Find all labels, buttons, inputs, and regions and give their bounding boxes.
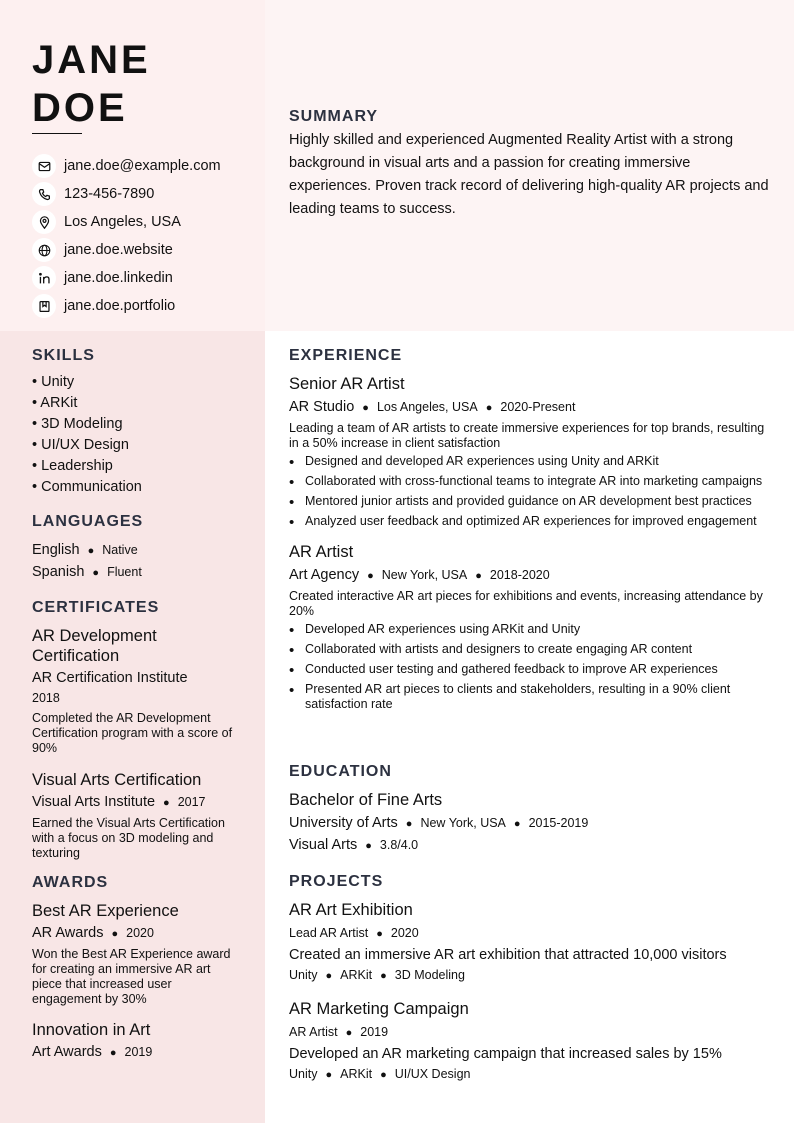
separator-dot: ● [345,1027,353,1039]
skills-section [32,347,242,498]
project-role: AR Artist [289,1025,338,1039]
globe-icon [32,238,56,262]
award-meta [32,1042,242,1063]
certificate-meta [32,792,242,813]
awards-section [32,874,242,1063]
job-description: Leading a team of AR artists to create immersive experiences for top brands, resulting in a 50% increase in client satisfaction [289,421,765,450]
project-meta [289,923,774,944]
skill-item: • Communication [32,479,142,495]
education-section [289,763,774,856]
skills-list [32,372,242,498]
separator-dot: ● [513,818,521,830]
award-title: Best AR Experience [32,902,179,920]
skill-item: • 3D Modeling [32,416,123,432]
project-tag: ARKit [340,968,373,982]
project-item [289,900,774,986]
job-dates: 2020-Present [500,400,576,414]
education-dates: 2015-2019 [528,816,589,830]
job-meta [289,397,774,418]
award-year: 2019 [124,1045,153,1059]
education-heading: EDUCATION [289,763,392,780]
last-name: DOE [32,86,128,130]
project-title: AR Marketing Campaign [289,1000,469,1018]
award-title: Innovation in Art [32,1021,151,1039]
separator-dot: ● [163,797,170,809]
award-issuer: AR Awards [32,925,104,941]
job-bullet: • Designed and developed AR experiences using Unity and ARKit [289,454,774,469]
job-item [289,374,774,529]
contact-website[interactable] [32,236,221,264]
separator-dot: ● [325,970,333,982]
projects-heading: PROJECTS [289,873,384,890]
project-item [289,999,774,1085]
award-meta [32,923,242,944]
skill-item: • ARKit [32,395,78,411]
job-bullet: • Developed AR experiences using ARKit and Unity [289,622,774,637]
separator-dot: ● [109,1047,117,1059]
project-meta [289,1022,774,1043]
languages-heading: LANGUAGES [32,513,144,530]
certificates-heading: CERTIFICATES [32,599,160,616]
skill-item: • UI/UX Design [32,437,129,453]
skill-item: • Unity [32,374,75,390]
education-school: University of Arts [289,815,398,831]
job-meta [289,565,774,586]
name-divider [32,133,82,134]
summary-section [289,108,774,221]
project-tag: Unity [289,1067,318,1081]
separator-dot: ● [405,818,413,830]
certificate-title: AR Development Certification [32,627,157,665]
project-year: 2020 [390,926,419,940]
contact-phone-text: 123-456-7890 [64,186,155,202]
project-year: 2019 [360,1025,389,1039]
certificates-section [32,599,242,861]
job-item [289,542,774,712]
experience-heading: EXPERIENCE [289,347,403,364]
candidate-name [32,36,151,132]
project-tag: UI/UX Design [394,1067,471,1081]
separator-dot: ● [380,1069,387,1081]
separator-dot: ● [111,928,119,940]
contact-linkedin-text: jane.doe.linkedin [64,270,173,286]
summary-heading: SUMMARY [289,108,379,125]
certificate-year: 2018 [32,691,60,705]
separator-dot: ● [362,402,369,414]
certificate-issuer: AR Certification Institute [32,670,188,686]
separator-dot: ● [325,1069,333,1081]
award-description: Won the Best AR Experience award for creating an immersive AR art piece that increased user engagement by 30% [32,947,231,1006]
first-name: JANE [32,38,151,82]
project-tags [289,1064,774,1085]
certificate-item [32,626,242,756]
job-location: Los Angeles, USA [376,400,478,414]
project-description: Created an immersive AR art exhibition that attracted 10,000 visitors [289,947,727,963]
certificate-title: Visual Arts Certification [32,771,202,789]
projects-section [289,873,774,1085]
skill-item: • Leadership [32,458,113,474]
summary-text: Highly skilled and experienced Augmented Reality Artist with a strong background in visual arts and a passion for creating immersive experiences. Proven track record of delivering high-quality AR projects and leading teams to success. [289,132,769,217]
separator-dot: ● [376,928,383,940]
separator-dot: ● [92,567,100,579]
job-company: Art Agency [289,567,360,583]
contact-portfolio-text: jane.doe.portfolio [64,298,176,314]
portfolio-icon [32,294,56,318]
award-issuer: Art Awards [32,1044,102,1060]
contact-portfolio[interactable] [32,292,221,320]
job-description: Created interactive AR art pieces for exhibitions and events, increasing attendance by 20% [289,589,763,618]
language-name: English [32,542,80,558]
job-bullet: • Collaborated with artists and designers to create engaging AR content [289,642,774,657]
skills-heading: SKILLS [32,347,95,364]
project-tag: ARKit [340,1067,373,1081]
job-bullets [289,454,774,529]
separator-dot: ● [380,970,387,982]
language-level: Fluent [107,565,142,579]
certificate-description: Completed the AR Development Certification program with a score of 90% [32,711,233,755]
job-bullet: • Analyzed user feedback and optimized AR experiences for improved engagement [289,514,774,529]
certificate-year: 2017 [177,795,206,809]
project-description: Developed an AR marketing campaign that increased sales by 15% [289,1046,722,1062]
job-bullet: • Mentored junior artists and provided guidance on AR development best practices [289,494,774,509]
separator-dot: ● [485,402,493,414]
job-dates: 2018-2020 [489,568,550,582]
experience-section [289,347,774,717]
project-tags [289,965,774,986]
separator-dot: ● [367,570,374,582]
job-bullets [289,622,774,712]
award-year: 2020 [126,926,154,940]
job-location: New York, USA [381,568,468,582]
contact-location-text: Los Angeles, USA [64,214,181,230]
contact-linkedin[interactable] [32,264,221,292]
job-title: AR Artist [289,543,354,561]
project-title: AR Art Exhibition [289,901,413,919]
project-role: Lead AR Artist [289,926,369,940]
awards-heading: AWARDS [32,874,109,891]
languages-section [32,513,242,584]
education-major: Visual Arts [289,837,358,853]
phone-icon [32,182,56,206]
job-title: Senior AR Artist [289,375,405,393]
language-name: Spanish [32,564,85,580]
job-company: AR Studio [289,399,355,415]
separator-dot: ● [87,545,95,557]
project-tag: Unity [289,968,318,982]
separator-dot: ● [475,570,482,582]
mail-icon [32,154,56,178]
award-item [32,1020,242,1063]
language-item [32,562,242,584]
language-item [32,540,242,562]
location-icon [32,210,56,234]
language-level: Native [102,543,138,557]
job-bullet: • Collaborated with cross-functional teams to integrate AR into marketing campaigns [289,474,774,489]
linkedin-icon [32,266,56,290]
job-bullet: • Presented AR art pieces to clients and stakeholders, resulting in a 90% client satisfaction rate [289,682,774,712]
contact-location [32,208,221,236]
contact-list [32,152,221,320]
award-item [32,901,242,1007]
job-bullet: • Conducted user testing and gathered feedback to improve AR experiences [289,662,774,677]
separator-dot: ● [365,840,372,852]
certificate-description: Earned the Visual Arts Certification with a focus on 3D modeling and texturing [32,816,225,860]
education-location: New York, USA [420,816,506,830]
education-degree: Bachelor of Fine Arts [289,791,443,809]
education-meta [289,813,774,834]
education-gpa: 3.8/4.0 [379,838,419,852]
contact-email-text: jane.doe@example.com [64,158,221,174]
education-major-row [289,835,774,856]
contact-email[interactable] [32,152,221,180]
contact-website-text: jane.doe.website [64,242,173,258]
contact-phone[interactable] [32,180,221,208]
project-tag: 3D Modeling [394,968,465,982]
certificate-issuer: Visual Arts Institute [32,794,156,810]
certificate-item [32,770,242,861]
